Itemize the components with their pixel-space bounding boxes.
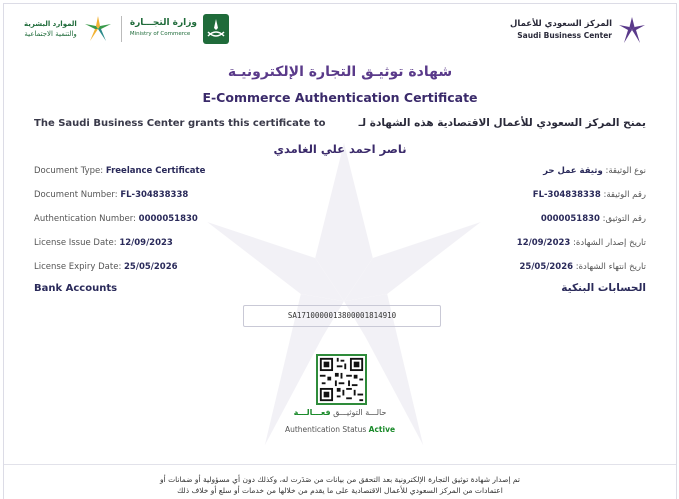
field-label: License Issue Date: bbox=[34, 238, 117, 248]
field-document-type-en bbox=[34, 166, 205, 176]
field-label: Document Type: bbox=[34, 166, 104, 176]
field-label: تاريخ إصدار الشهادة: bbox=[573, 238, 646, 248]
sbc-logo bbox=[510, 16, 646, 44]
bank-accounts-heading-en: Bank Accounts bbox=[34, 283, 118, 294]
field-value: وثيقة عمل حر bbox=[543, 166, 603, 176]
sbc-name-ar: المركز السعودي للأعمال bbox=[510, 19, 612, 29]
field-label: رقم التوثيق: bbox=[602, 214, 646, 224]
field-document-number-en bbox=[34, 190, 188, 200]
field-issue-date-ar bbox=[517, 238, 646, 248]
field-label: تاريخ انتهاء الشهادة: bbox=[575, 262, 646, 272]
field-label: نوع الوثيقة: bbox=[605, 166, 646, 176]
hrsd-emblem-icon bbox=[83, 14, 113, 44]
field-value: FL-304838338 bbox=[120, 190, 189, 200]
status-en bbox=[4, 425, 676, 434]
field-value: 0000051830 bbox=[540, 214, 600, 224]
saudi-emblem-icon bbox=[203, 14, 229, 44]
hrsd-logo bbox=[24, 19, 77, 39]
field-value: FL-304838338 bbox=[532, 190, 601, 200]
footer-divider bbox=[4, 464, 676, 465]
footer-disclaimer-line1: تم إصدار شهادة توثيق التجارة الإلكترونية بعد التحقق من بيانات من صَدَرت له، وكذلك دون أي مسؤولية أو ضمانات أو bbox=[160, 475, 520, 484]
field-value: 12/09/2023 bbox=[516, 238, 571, 248]
watermark-emblem-icon bbox=[154, 114, 534, 474]
hrsd-name-line1: الموارد البشرية bbox=[24, 20, 77, 28]
field-expiry-date-en bbox=[34, 262, 178, 272]
field-issue-date-en bbox=[34, 238, 173, 248]
status-value-en: Active bbox=[368, 425, 396, 434]
field-document-number-ar bbox=[533, 190, 646, 200]
field-label: License Expiry Date: bbox=[34, 262, 122, 272]
recipient-name: ناصر احمد علي الغامدي bbox=[273, 142, 407, 156]
field-label: Authentication Number: bbox=[34, 214, 136, 224]
status-ar bbox=[4, 408, 676, 417]
grant-statement-ar: يمنح المركز السعودي للأعمال الاقتصادية هذه الشهادة لـ bbox=[358, 117, 646, 129]
field-value: 12/09/2023 bbox=[119, 238, 173, 248]
moc-name-ar: وزارة التجـــارة bbox=[129, 18, 198, 28]
logo-divider bbox=[121, 16, 122, 42]
field-value: Freelance Certificate bbox=[105, 166, 206, 176]
moc-logo-text bbox=[130, 18, 197, 40]
certificate-title-ar: شهادة توثيـق التجارة الإلكترونيـة bbox=[227, 64, 453, 80]
hrsd-name-line2: والتنمية الاجتماعية bbox=[24, 30, 77, 38]
government-logos bbox=[24, 14, 229, 44]
sbc-name-en: Saudi Business Center bbox=[517, 31, 612, 40]
field-auth-number-ar bbox=[541, 214, 646, 224]
certificate-title-en: E-Commerce Authentication Certificate bbox=[202, 90, 478, 105]
status-label-en: Authentication Status bbox=[284, 425, 367, 434]
field-document-type-ar bbox=[543, 166, 646, 176]
field-auth-number-en bbox=[34, 214, 198, 224]
qr-code-icon[interactable] bbox=[316, 354, 367, 405]
bank-accounts-heading-ar: الحسابات البنكية bbox=[561, 282, 646, 294]
field-value: 0000051830 bbox=[138, 214, 198, 224]
sbc-star-icon bbox=[618, 16, 646, 44]
certificate-sheet bbox=[3, 3, 677, 499]
status-label-ar: حالـــة التوثيـــق bbox=[333, 408, 387, 417]
field-label: Document Number: bbox=[34, 190, 118, 200]
status-value-ar: فعـــالـــة bbox=[293, 408, 331, 417]
iban-box: SA1710000013800001814910 bbox=[243, 305, 441, 327]
grant-statement-en: The Saudi Business Center grants this certificate to bbox=[34, 118, 326, 129]
moc-name-en: Ministry of Commerce bbox=[129, 31, 191, 37]
field-value: 25/05/2026 bbox=[519, 262, 574, 272]
field-expiry-date-ar bbox=[520, 262, 647, 272]
field-value: 25/05/2026 bbox=[124, 262, 178, 272]
footer-disclaimer-line2: اعتمادات من المركز السعودي للأعمال الاقتصادية على ما يقدم من خلالها من خدمات أو سلع أو خلاف ذلك bbox=[177, 486, 503, 495]
field-label: رقم الوثيقة: bbox=[603, 190, 646, 200]
